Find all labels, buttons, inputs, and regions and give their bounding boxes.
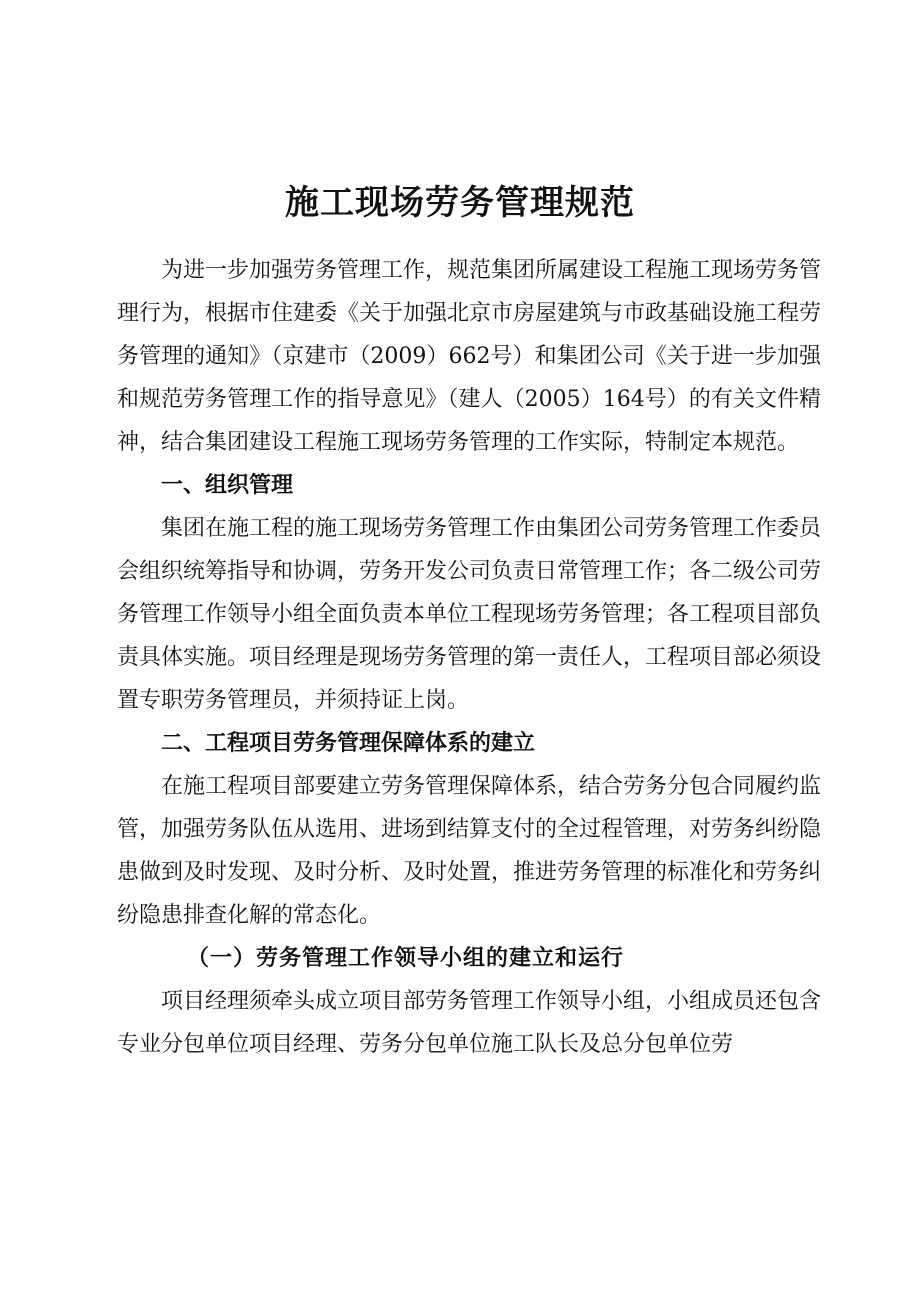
subsection-body-leading-group: 项目经理须牵头成立项目部劳务管理工作领导小组，小组成员还包含专业分包单位项目经理、劳务分包单位施工队长及总分包单位劳: [117, 989, 822, 1057]
document-body: [117, 249, 821, 1066]
document-title: 施工现场劳务管理规范: [285, 182, 635, 223]
subsection-heading-leading-group: （一）劳务管理工作领导小组的建立和运行: [187, 945, 625, 971]
section-body-guarantee-system: 在施工程项目部要建立劳务管理保障体系，结合劳务分包合同履约监管，加强劳务队伍从选用、进场到结算支付的全过程管理，对劳务纠纷隐患做到及时发现、及时分析、及时处置，推进劳务管理的标准化和劳务纠纷隐患排查化解的常态化。: [117, 774, 822, 928]
section-body-organization: 集团在施工程的施工现场劳务管理工作由集团公司劳务管理工作委员会组织统筹指导和协调，劳务开发公司负责日常管理工作；各二级公司劳务管理工作领导小组全面负责本单位工程现场劳务管理；各工程项目部负责具体实施。项目经理是现场劳务管理的第一责任人，工程项目部必须设置专职劳务管理员，并须持证上岗。: [117, 516, 822, 713]
section-heading-guarantee-system: 二、工程项目劳务管理保障体系的建立: [161, 731, 536, 756]
intro-paragraph: 为进一步加强劳务管理工作，规范集团所属建设工程施工现场劳务管理行为，根据市住建委《关于加强北京市房屋建筑与市政基础设施工程劳务管理的通知》（京建市（2009）662号）和集团公司《关于进一步加强和规范劳务管理工作的指导意见》（建人（2005）164号）的有关文件精神，结合集团建设工程施工现场劳务管理的工作实际，特制定本规范。: [117, 258, 822, 455]
section-heading-organization: 一、组织管理: [161, 473, 294, 498]
